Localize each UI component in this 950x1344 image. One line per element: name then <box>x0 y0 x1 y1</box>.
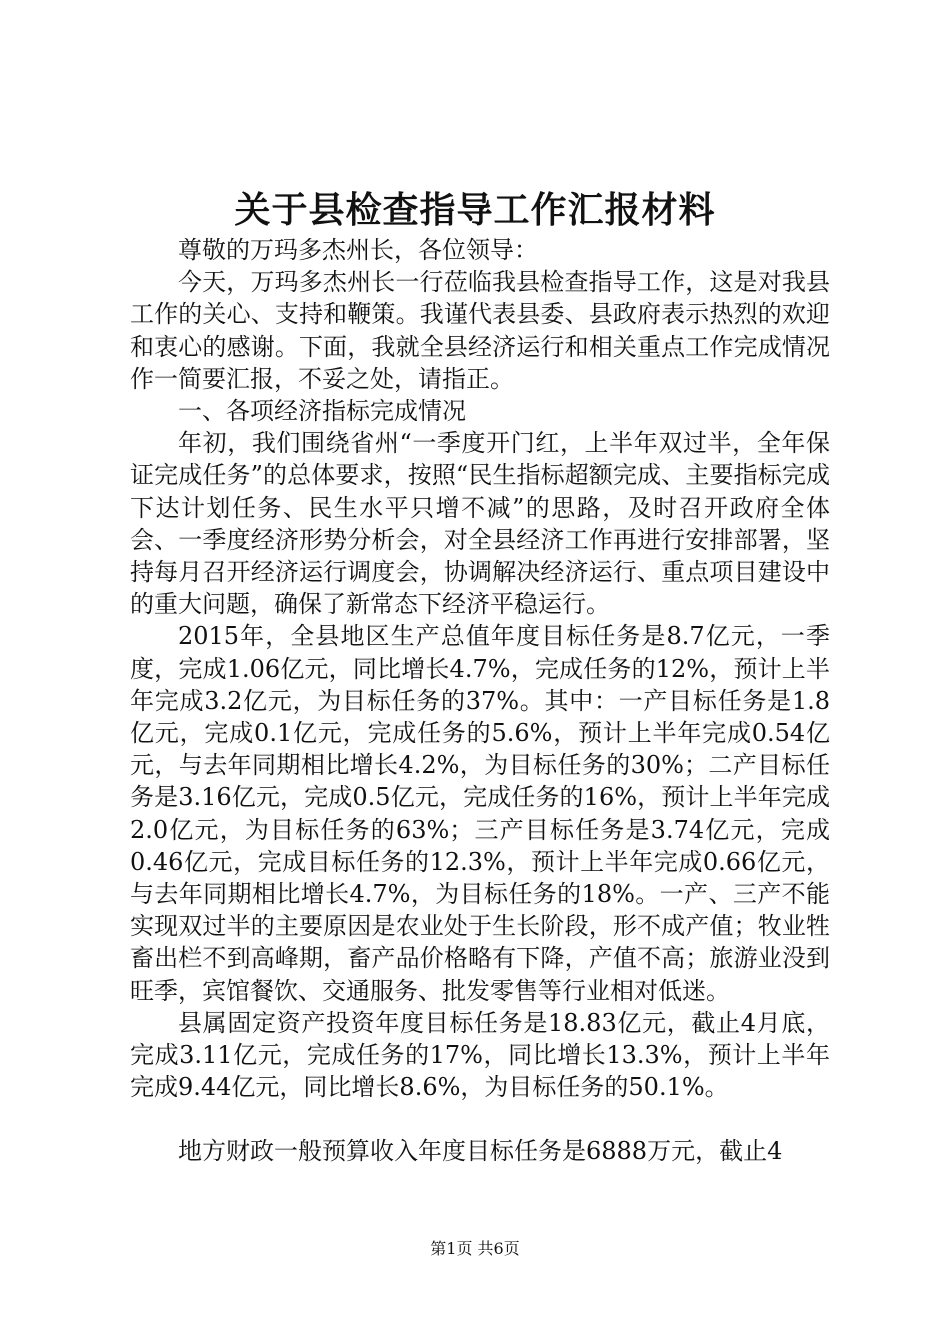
intro-paragraph: 今天，万玛多杰州长一行莅临我县检查指导工作，这是对我县工作的关心、支持和鞭策。我谨代表县委、县政府表示热烈的欢迎和衷心的感谢。下面，我就全县经济运行和相关重点工作完成情况作一简要汇报，不妥之处，请指正。 <box>130 268 830 393</box>
body-paragraph: 地方财政一般预算收入年度目标任务是6888万元，截止4 <box>178 1137 783 1166</box>
body-paragraph: 2015年，全县地区生产总值年度目标任务是8.7亿元，一季度，完成1.06亿元，同比增长4.7%，完成任务的12%，预计上半年完成3.2亿元，为目标任务的37%。其中：一产目标任务是1.8亿元，完成0.1亿元，完成任务的5.6%，预计上半年完成0.54亿元，与去年同期相比增长4.2%，为目标任务的30%；二产目标任务是3.16亿元，完成0.5亿元，完成任务的16%，预计上半年完成2.0亿元，为目标任务的63%；三产目标任务是3.74亿元，完成0.46亿元，完成目标任务的12.3%，预计上半年完成0.66亿元，与去年同期相比增长4.7%，为目标任务的18%。一产、三产不能实现双过半的主要原因是农业处于生长阶段，形不成产值；牧业牲畜出栏不到高峰期，畜产品价格略有下降，产值不高；旅游业没到旺季，宾馆餐饮、交通服务、批发零售等行业相对低迷。 <box>130 622 830 1005</box>
body-paragraph: 县属固定资产投资年度目标任务是18.83亿元，截止4月底，完成3.11亿元，完成任务的17%，同比增长13.3%，预计上半年完成9.44亿元，同比增长8.6%，为目标任务的50.1%。 <box>130 1008 830 1102</box>
document-title: 关于县检查指导工作汇报材料 <box>234 189 716 231</box>
document-body <box>130 234 830 1168</box>
body-paragraph: 年初，我们围绕省州“一季度开门红，上半年双过半，全年保证完成任务”的总体要求，按照“民生指标超额完成、主要指标完成下达计划任务、民生水平只增不减”的思路，及时召开政府全体会、一季度经济形势分析会，对全县经济工作再进行安排部署，坚持每月召开经济运行调度会，协调解决经济运行、重点项目建设中的重大问题，确保了新常态下经济平稳运行。 <box>130 429 830 619</box>
salutation-paragraph: 尊敬的万玛多杰州长，各位领导： <box>178 236 538 264</box>
page-footer: 第1页 共6页 <box>430 1239 520 1258</box>
section-heading: 一、各项经济指标完成情况 <box>178 397 466 426</box>
